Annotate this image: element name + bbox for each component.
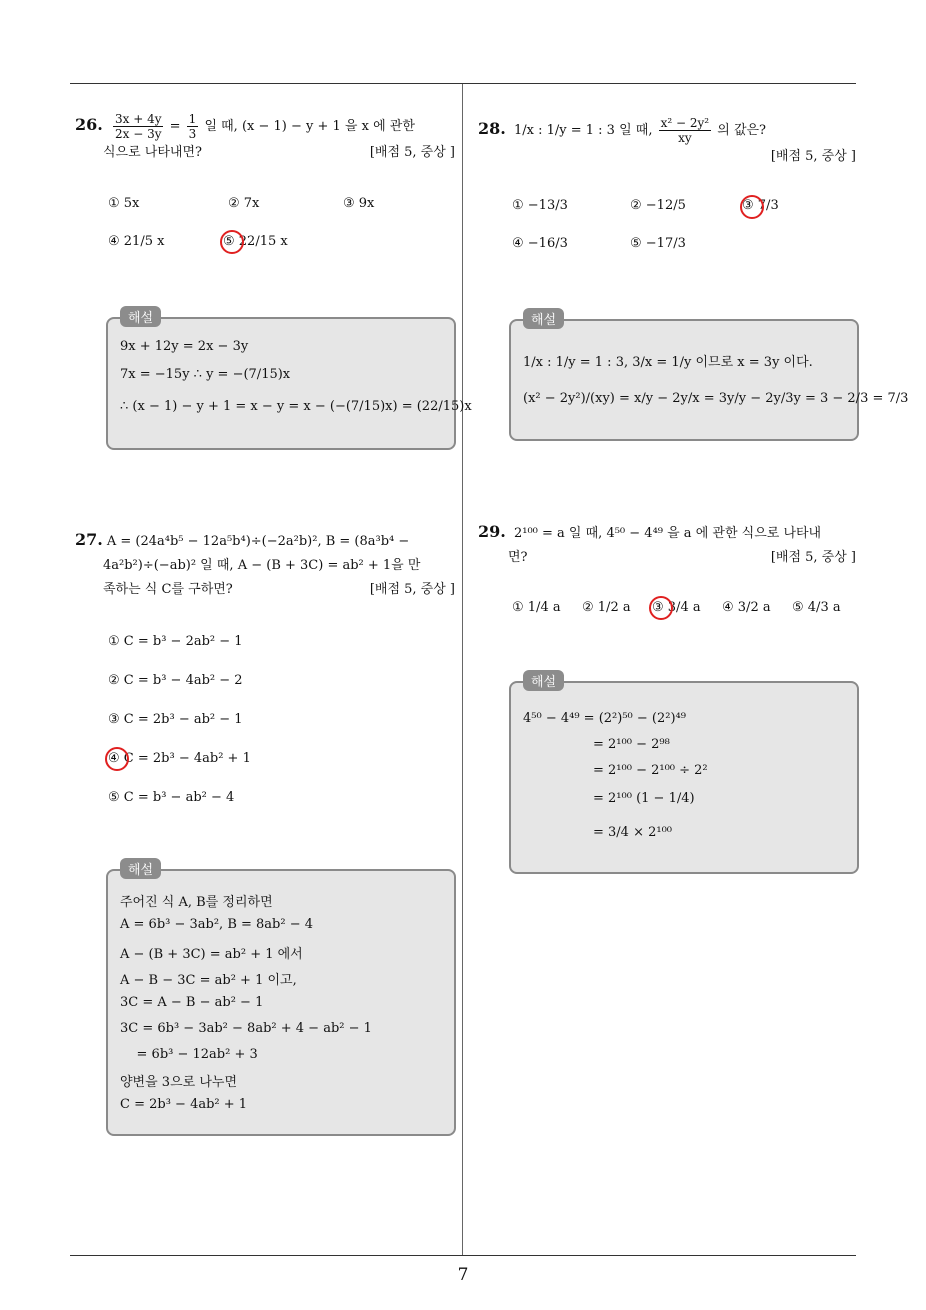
- choice-3[interactable]: ③ 7/3: [742, 198, 779, 213]
- solution-line: (x² − 2y²)/(xy) = x/y − 2y/x = 3y/y − 2y/3y = 3 − 2/3 = 7/3: [523, 391, 909, 406]
- bottom-rule: [70, 1255, 856, 1256]
- score-meta: [배점 5, 중상 ]: [770, 550, 856, 565]
- question-number: 27.: [75, 530, 103, 549]
- choice-4[interactable]: ④ 3/2 a: [722, 600, 771, 615]
- score-meta: [배점 5, 중상 ]: [369, 582, 455, 597]
- question-number: 28.: [478, 119, 506, 138]
- solution-line: A = 6b³ − 3ab², B = 8ab² − 4: [120, 917, 314, 932]
- solution-line: 9x + 12y = 2x − 3y: [120, 339, 249, 354]
- solution-line: = 6b³ − 12ab² + 3: [120, 1047, 258, 1062]
- choice-4[interactable]: ④ −16/3: [512, 236, 568, 251]
- choice-5[interactable]: ⑤ 22/15 x: [223, 234, 288, 249]
- choice-5[interactable]: ⑤ 4/3 a: [792, 600, 841, 615]
- question-line: 4a²b²)÷(−ab)² 일 때, A − (B + 3C) = ab² + 1을 만: [103, 558, 421, 573]
- question-27: [75, 528, 455, 602]
- solution-box-28: [509, 313, 909, 441]
- question-29: [478, 520, 856, 570]
- solution-tag: 해설: [120, 858, 161, 879]
- solution-box-26: [106, 311, 472, 450]
- choice-5[interactable]: ⑤ C = b³ − ab² − 4: [108, 790, 235, 805]
- solution-tag: 해설: [523, 670, 564, 691]
- question-28: [478, 116, 856, 169]
- question-line: A = (24a⁴b⁵ − 12a⁵b⁴)÷(−2a²b)², B = (8a³b⁴ −: [106, 534, 410, 549]
- question-26: 26. $\frac{3x + 4y}{2x - 3y}$ = $\frac{1}{3}$ 일 때, (x − 1) − y + 1 을 x 에 관한 식으로 나타내면? [배점 5, 중상 ]: [75, 112, 455, 165]
- column-divider: [462, 84, 463, 1256]
- question-text: 일 때, (x − 1) − y + 1 을 x 에 관한: [204, 119, 415, 134]
- solution-line: A − B − 3C = ab² + 1 이고,: [120, 973, 297, 988]
- score-meta: [배점 5, 중상 ]: [369, 145, 455, 160]
- question-number: 26.: [75, 115, 103, 134]
- solution-box-27: [106, 863, 456, 1136]
- top-rule: [70, 83, 856, 84]
- solution-line: 3C = 6b³ − 3ab² − 8ab² + 4 − ab² − 1: [120, 1021, 372, 1036]
- question-text: 1/x : 1/y = 1 : 3 일 때,: [513, 123, 653, 138]
- question-line: 족하는 식 C를 구하면?: [103, 582, 233, 597]
- choice-1[interactable]: ① 1/4 a: [512, 600, 561, 615]
- choice-4[interactable]: ④ C = 2b³ − 4ab² + 1: [108, 751, 251, 766]
- choice-1[interactable]: ① C = b³ − 2ab² − 1: [108, 634, 243, 649]
- solution-line: = 3/4 × 2¹⁰⁰: [593, 825, 673, 840]
- question-text-cont: 의 값은?: [717, 123, 767, 138]
- solution-line: A − (B + 3C) = ab² + 1 에서: [120, 947, 303, 962]
- solution-box-29: [509, 675, 859, 874]
- choice-4[interactable]: ④ 21/5 x: [108, 234, 165, 249]
- choice-2[interactable]: ② −12/5: [630, 198, 686, 213]
- lhs-fraction: $\frac{3x + 4y}{2x - 3y}$: [114, 112, 162, 141]
- choice-2[interactable]: ② 7x: [228, 196, 260, 211]
- solution-line: 4⁵⁰ − 4⁴⁹ = (2²)⁵⁰ − (2²)⁴⁹: [523, 711, 686, 726]
- solution-tag: 해설: [523, 308, 564, 329]
- answer-circle: [105, 747, 129, 771]
- solution-line: 1/x : 1/y = 1 : 3, 3/x = 1/y 이므로 x = 3y 이다.: [523, 355, 813, 370]
- choice-1[interactable]: ① −13/3: [512, 198, 568, 213]
- expr-fraction: $\frac{\text{x² − 2y²}}{xy}$: [660, 116, 710, 145]
- choice-3[interactable]: ③ 9x: [343, 196, 375, 211]
- solution-line: = 2¹⁰⁰ (1 − 1/4): [593, 791, 695, 806]
- choice-2[interactable]: ② C = b³ − 4ab² − 2: [108, 673, 243, 688]
- solution-line: 3C = A − B − ab² − 1: [120, 995, 264, 1010]
- choice-5[interactable]: ⑤ −17/3: [630, 236, 686, 251]
- solution-line: 7x = −15y ∴ y = −(7/15)x: [120, 367, 291, 382]
- answer-circle: [740, 195, 764, 219]
- page-number: 7: [457, 1265, 469, 1285]
- solution-line: 양변을 3으로 나누면: [120, 1075, 237, 1090]
- solution-line: = 2¹⁰⁰ − 2⁹⁸: [593, 737, 670, 752]
- choice-2[interactable]: ② 1/2 a: [582, 600, 631, 615]
- question-number: 29.: [478, 522, 506, 541]
- solution-line: 주어진 식 A, B를 정리하면: [120, 895, 273, 910]
- choice-1[interactable]: ① 5x: [108, 196, 140, 211]
- solution-tag: 해설: [120, 306, 161, 327]
- answer-circle: [220, 230, 244, 254]
- choice-3[interactable]: ③ C = 2b³ − ab² − 1: [108, 712, 243, 727]
- solution-line: C = 2b³ − 4ab² + 1: [120, 1097, 248, 1112]
- rhs-fraction: $\frac{1}{3}$: [188, 112, 197, 141]
- question-text-cont: 식으로 나타내면?: [103, 145, 203, 160]
- solution-line: = 2¹⁰⁰ − 2¹⁰⁰ ÷ 2²: [593, 763, 708, 778]
- choice-3[interactable]: ③ 3/4 a: [652, 600, 701, 615]
- solution-line: ∴ (x − 1) − y + 1 = x − y = x − (−(7/15)x) = (22/15)x: [120, 399, 472, 414]
- answer-circle: [649, 596, 673, 620]
- question-text-cont: 면?: [508, 550, 528, 565]
- score-meta: [배점 5, 중상 ]: [770, 149, 856, 164]
- question-text: 2¹⁰⁰ = a 일 때, 4⁵⁰ − 4⁴⁹ 을 a 에 관한 식으로 나타내: [513, 526, 822, 541]
